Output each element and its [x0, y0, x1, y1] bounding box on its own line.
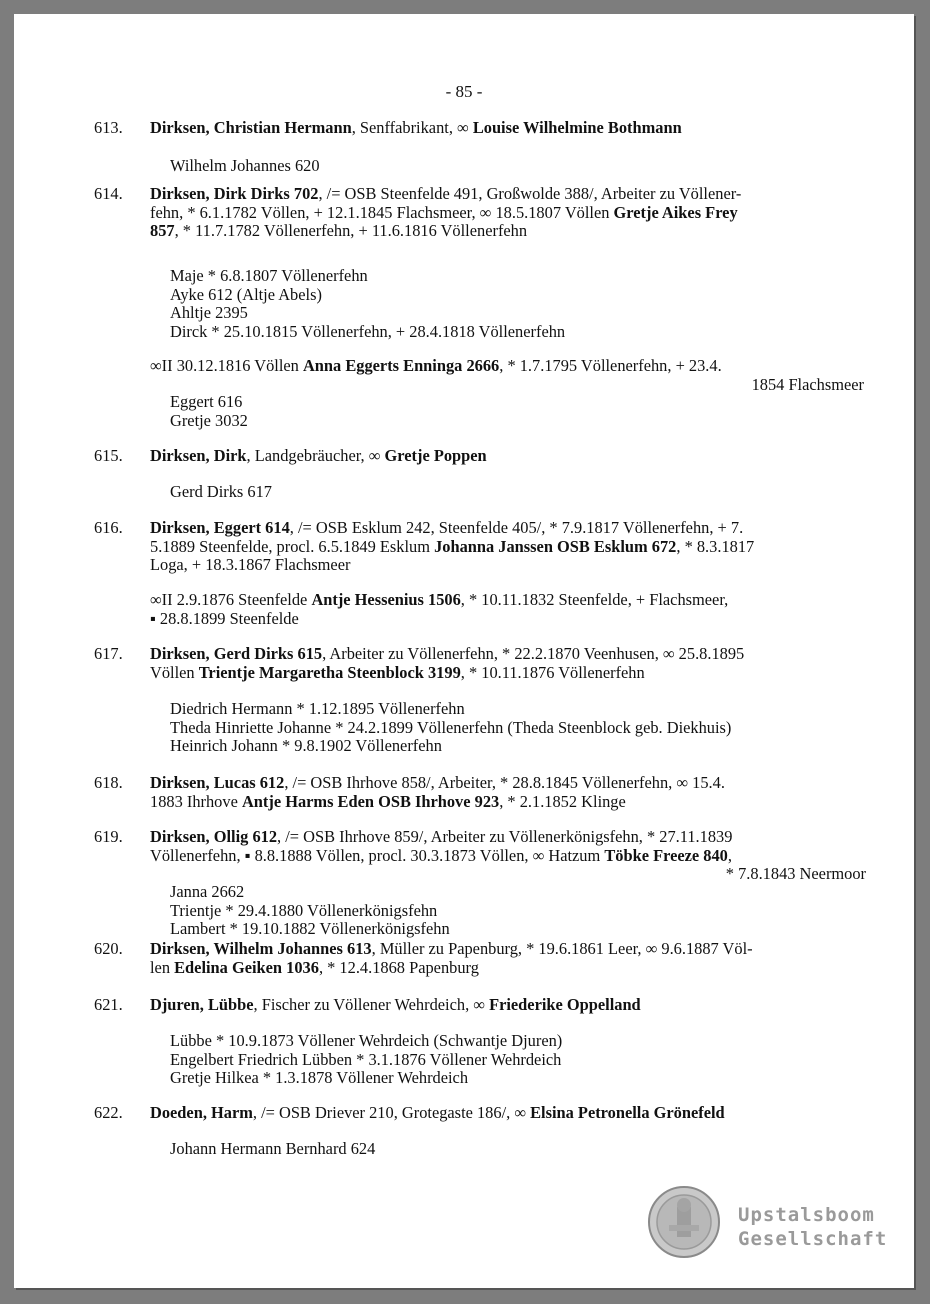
- child-item: Dirck * 25.10.1815 Völlenerfehn, + 28.4.1818 Völlenerfehn: [170, 321, 566, 341]
- spouse-number: 857: [150, 221, 175, 240]
- person-name: Dirksen, Gerd Dirks 615: [150, 644, 323, 663]
- spouse-name: Antje Harms Eden OSB Ihrhove 923: [241, 791, 500, 811]
- child-item: Trientje * 29.4.1880 Völlenerkönigsfehn: [170, 900, 438, 920]
- entry-line: [150, 538, 870, 557]
- entry-line: [150, 774, 870, 793]
- spouse-name: Elsina Petronella Grönefeld: [530, 1103, 725, 1122]
- person-name: Dirksen, Ollig 612: [150, 827, 278, 846]
- society-seal-icon: [647, 1185, 721, 1259]
- entry-text: ∞II 2.9.1876 Steenfelde: [150, 590, 312, 609]
- entry-text: ,: [727, 845, 732, 865]
- entry-text: len: [150, 957, 175, 977]
- entry-line: [150, 119, 870, 138]
- spouse-name: Johanna Janssen OSB Esklum 672: [434, 536, 677, 556]
- child-item: Lambert * 19.10.1882 Völlenerkönigsfehn: [170, 919, 450, 938]
- child-item: Ahltje 2395: [170, 303, 248, 322]
- entry-text: , * 10.11.1832 Steenfelde, + Flachsmeer,: [460, 590, 729, 609]
- entry-text: , Senffabrikant, ∞: [351, 118, 473, 137]
- spouse-name: Antje Hessenius 1506: [311, 590, 461, 609]
- entry-text: , * 10.11.1876 Völlenerfehn: [460, 662, 645, 682]
- entry-line: [150, 185, 870, 204]
- entry-text: 5.1889 Steenfelde, procl. 6.5.1849 Esklum: [150, 536, 435, 556]
- entry-text: , /= OSB Driever 210, Grotegaste 186/, ∞: [252, 1103, 531, 1122]
- entry-text: Völlenerfehn, ▪ 8.8.1888 Völlen, procl. 30.3.1873 Völlen, ∞ Hatzum: [150, 845, 605, 865]
- logo-line-2: Gesellschaft: [738, 1228, 888, 1250]
- spouse-name: Gretje Aikes Frey: [613, 202, 738, 222]
- person-name: Dirksen, Lucas 612: [150, 773, 285, 792]
- entry-text: , * 8.3.1817: [676, 536, 755, 556]
- entry-text: , Fischer zu Völlener Wehrdeich, ∞: [253, 995, 490, 1014]
- child-item: Gerd Dirks 617: [170, 482, 272, 501]
- entry-text: ▪ 28.8.1899 Steenfelde: [150, 608, 299, 628]
- second-marriage-line: [150, 591, 728, 610]
- entry-line: [150, 1104, 870, 1123]
- entry-number: 617.: [94, 644, 123, 663]
- child-item: Heinrich Johann * 9.8.1902 Völlenerfehn: [170, 736, 442, 755]
- second-marriage-continuation: 1854 Flachsmeer: [751, 374, 864, 394]
- entry-number: 622.: [94, 1103, 123, 1122]
- child-item: Diedrich Hermann * 1.12.1895 Völlenerfehn: [170, 699, 465, 718]
- spouse-name: Friederike Oppelland: [489, 995, 641, 1014]
- spouse-name: Louise Wilhelmine Bothmann: [472, 118, 682, 137]
- spouse-name: Trientje Margaretha Steenblock 3199: [198, 662, 461, 682]
- entry-number: 615.: [94, 446, 123, 465]
- spouse-name: Gretje Poppen: [384, 446, 487, 465]
- entry-text: , * 11.7.1782 Völlenerfehn, + 11.6.1816 Völlenerfehn: [174, 221, 528, 240]
- entry-text: , /= OSB Ihrhove 859/, Arbeiter zu Völlenerkönigsfehn, * 27.11.1839: [277, 827, 733, 846]
- entry-line: [150, 793, 870, 812]
- spouse-name: Töbke Freeze 840: [604, 845, 728, 865]
- child-item: Lübbe * 10.9.1873 Völlener Wehrdeich (Schwantje Djuren): [170, 1031, 563, 1050]
- spouse-name: Anna Eggerts Enninga 2666: [302, 356, 500, 375]
- logo-line-1: Upstalsboom: [738, 1204, 875, 1226]
- entry-number: 620.: [94, 939, 123, 958]
- entry-number: 616.: [94, 518, 123, 537]
- entry-number: 619.: [94, 827, 123, 846]
- second-marriage-line: [150, 357, 864, 376]
- entry-text: 1883 Ihrhove: [150, 791, 242, 811]
- entry-line: [150, 519, 870, 538]
- entry-number: 614.: [94, 184, 123, 203]
- entry-number: 621.: [94, 995, 123, 1014]
- spouse-name: Edelina Geiken 1036: [174, 957, 319, 977]
- entry-line: [150, 959, 870, 978]
- person-name: Djuren, Lübbe: [150, 995, 254, 1014]
- entry-text: , * 1.7.1795 Völlenerfehn, + 23.4.: [499, 356, 722, 375]
- child-item: Gretje 3032: [170, 410, 248, 430]
- entry-text: , /= OSB Ihrhove 858/, Arbeiter, * 28.8.1845 Völlenerfehn, ∞ 15.4.: [284, 773, 725, 792]
- entry-text: , /= OSB Esklum 242, Steenfelde 405/, * 7.9.1817 Völlenerfehn, + 7.: [289, 518, 744, 537]
- person-name: Doeden, Harm: [150, 1103, 253, 1122]
- person-name: Dirksen, Eggert 614: [150, 518, 290, 537]
- child-item: Eggert 616: [170, 392, 243, 411]
- entry-text: , Arbeiter zu Völlenerfehn, * 22.2.1870 Veenhusen, ∞ 25.8.1895: [322, 644, 745, 663]
- society-logo-text: [738, 1203, 887, 1251]
- entry-line: [150, 222, 870, 241]
- entry-line: [150, 940, 870, 959]
- child-item: Gretje Hilkea * 1.3.1878 Völlener Wehrdeich: [170, 1068, 469, 1087]
- person-name: Dirksen, Dirk: [150, 446, 247, 465]
- child-item: Johann Hermann Bernhard 624: [170, 1139, 376, 1158]
- entry-text: , * 2.1.1852 Klinge: [499, 791, 626, 811]
- entry-line: [150, 847, 870, 866]
- entry-text: , Landgebräucher, ∞: [246, 446, 385, 465]
- entry-text: , /= OSB Steenfelde 491, Großwolde 388/, Arbeiter zu Völlener-: [318, 184, 742, 203]
- child-item: Maje * 6.8.1807 Völlenerfehn: [170, 266, 368, 285]
- child-item: Janna 2662: [170, 882, 245, 901]
- document-page: [14, 14, 914, 1288]
- child-item: Wilhelm Johannes 620: [170, 156, 320, 175]
- entry-text: Völlen: [150, 662, 199, 682]
- entry-text: , Müller zu Papenburg, * 19.6.1861 Leer, ∞ 9.6.1887 Völ-: [371, 939, 753, 958]
- entry-line: [150, 447, 870, 466]
- entry-number: 618.: [94, 773, 123, 792]
- entry-text: , * 12.4.1868 Papenburg: [318, 957, 479, 977]
- entry-line: [150, 996, 870, 1015]
- entry-line: [150, 556, 870, 575]
- person-name: Dirksen, Christian Hermann: [150, 118, 352, 137]
- person-name: Dirksen, Dirk Dirks 702: [150, 184, 319, 203]
- entry-text: ∞II 30.12.1816 Völlen: [150, 356, 303, 375]
- child-item: Engelbert Friedrich Lübben * 3.1.1876 Völlener Wehrdeich: [170, 1049, 562, 1069]
- entry-line: [150, 828, 870, 847]
- entry-line: [150, 645, 870, 664]
- entry-number: 613.: [94, 118, 123, 137]
- entry-text: fehn, * 6.1.1782 Völlen, + 12.1.1845 Flachsmeer, ∞ 18.5.1807 Völlen: [150, 202, 614, 222]
- child-item: Ayke 612 (Altje Abels): [170, 284, 322, 304]
- second-marriage-line: [150, 610, 728, 629]
- page-number: - 85 -: [445, 82, 483, 101]
- entry-line: [150, 664, 870, 683]
- entry-text: Loga, + 18.3.1867 Flachsmeer: [150, 555, 351, 574]
- entry-line: [150, 204, 870, 223]
- entry-line-right: * 7.8.1843 Neermoor: [725, 864, 866, 883]
- person-name: Dirksen, Wilhelm Johannes 613: [150, 939, 372, 958]
- child-item: Theda Hinriette Johanne * 24.2.1899 Völlenerfehn (Theda Steenblock geb. Diekhuis): [170, 717, 732, 737]
